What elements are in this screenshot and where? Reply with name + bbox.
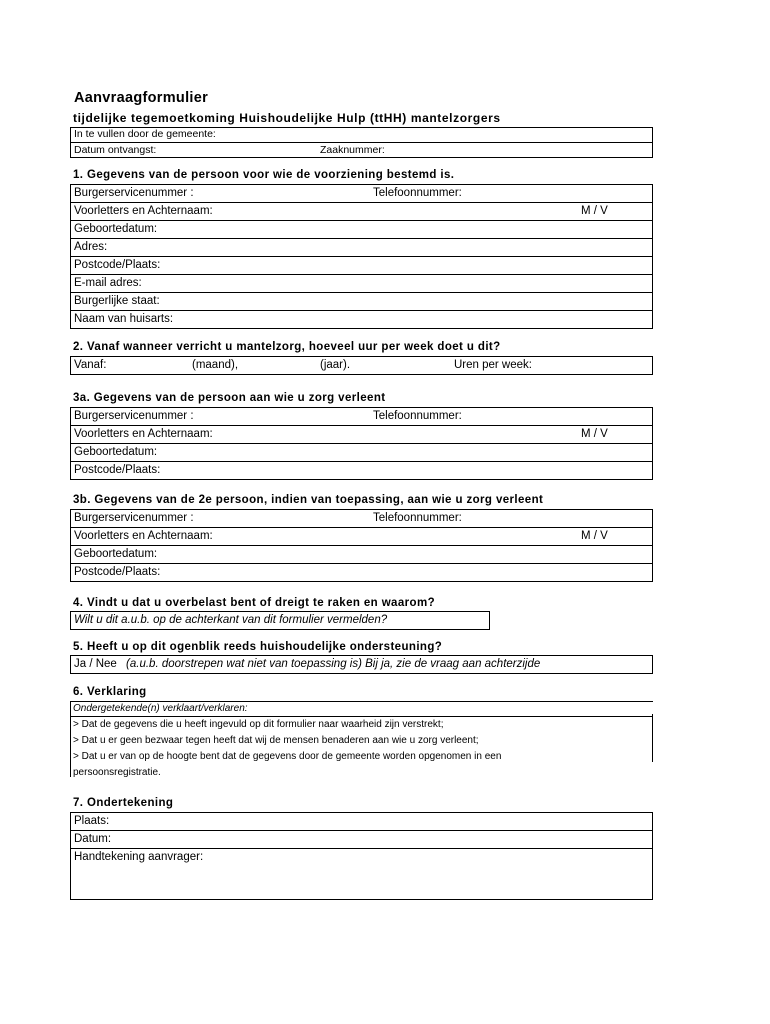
- bsn-row[interactable]: [71, 185, 652, 203]
- gemeente-intro: In te vullen door de gemeente:: [71, 128, 652, 143]
- postcode-3b-row[interactable]: Postcode/Plaats:: [74, 566, 161, 578]
- section-2-title: 2. Vanaf wanneer verricht u mantelzorg, hoeveel uur per week doet u dit?: [73, 341, 501, 353]
- telefoon-3a-label: Telefoonnummer:: [373, 410, 462, 422]
- section-7-title: 7. Ondertekening: [73, 797, 174, 809]
- section-3b-box: [70, 509, 653, 582]
- declaration-line-1: > Dat de gegevens die u heeft ingevuld op dit formulier naar waarheid zijn verstrekt;: [73, 719, 444, 730]
- naam-3a-label: Voorletters en Achternaam:: [74, 428, 213, 440]
- bsn-3b-row[interactable]: [71, 510, 652, 528]
- maand-label: (maand),: [192, 359, 239, 371]
- ja-nee-label[interactable]: Ja / Nee: [74, 658, 117, 670]
- section-5-title: 5. Heeft u op dit ogenblik reeds huishoudelijke ondersteuning?: [73, 641, 443, 653]
- gender-label[interactable]: M / V: [581, 205, 608, 217]
- gemeente-box: [70, 127, 653, 158]
- adres-row[interactable]: Adres:: [71, 239, 652, 257]
- section-5-box: [70, 655, 653, 674]
- form-title: Aanvraagformulier: [74, 90, 209, 106]
- huisarts-row[interactable]: Naam van huisarts:: [74, 313, 174, 325]
- postcode-3a-row[interactable]: Postcode/Plaats:: [74, 464, 161, 476]
- section-6-title: 6. Verklaring: [73, 686, 147, 698]
- bsn-label: Burgerservicenummer :: [74, 187, 194, 199]
- handtekening-row[interactable]: [71, 849, 652, 899]
- form-subtitle: tijdelijke tegemoetkoming Huishoudelijke Hulp (ttHH) mantelzorgers: [73, 111, 501, 125]
- datum-ontvangst-label: Datum ontvangst:: [74, 144, 157, 156]
- declaration-line-4: persoonsregistratie.: [73, 767, 161, 778]
- gemeente-datum-row[interactable]: [71, 143, 652, 157]
- zaaknummer-label: Zaaknummer:: [320, 144, 385, 156]
- telefoon-3b-label: Telefoonnummer:: [373, 512, 462, 524]
- bsn-3b-label: Burgerservicenummer :: [74, 512, 194, 524]
- vanaf-label: Vanaf:: [74, 359, 107, 371]
- geboortedatum-3a-row[interactable]: Geboortedatum:: [71, 444, 652, 462]
- bsn-3a-label: Burgerservicenummer :: [74, 410, 194, 422]
- naam-3a-row[interactable]: [71, 426, 652, 444]
- vanaf-row[interactable]: [71, 357, 652, 374]
- section-3a-box: [70, 407, 653, 480]
- section-1-box: [70, 184, 653, 329]
- naam-3b-row[interactable]: [71, 528, 652, 546]
- naam-3b-label: Voorletters en Achternaam:: [74, 530, 213, 542]
- declaration-line-0: Ondergetekende(n) verklaart/verklaren:: [71, 702, 653, 717]
- handtekening-label: Handtekening aanvrager:: [74, 851, 204, 863]
- datum-row[interactable]: Datum:: [71, 831, 652, 849]
- gender-3a-label[interactable]: M / V: [581, 428, 608, 440]
- email-row[interactable]: E-mail adres:: [71, 275, 652, 293]
- naam-label: Voorletters en Achternaam:: [74, 205, 213, 217]
- geboortedatum-row[interactable]: Geboortedatum:: [71, 221, 652, 239]
- declaration-line-2: > Dat u er geen bezwaar tegen heeft dat wij de mensen benaderen aan wie u zorg verleent;: [73, 735, 479, 746]
- section-4-box: [70, 611, 490, 630]
- section-2-box: [70, 356, 653, 375]
- burgerlijke-staat-row[interactable]: Burgerlijke staat:: [71, 293, 652, 311]
- section-6-right-border: [652, 714, 653, 762]
- section-6-box: [70, 701, 653, 777]
- section-3a-title: 3a. Gegevens van de persoon aan wie u zorg verleent: [73, 392, 386, 404]
- telefoon-label: Telefoonnummer:: [373, 187, 462, 199]
- declaration-line-3: > Dat u er van op de hoogte bent dat de gegevens door de gemeente worden opgenomen in een: [73, 751, 502, 762]
- overbelast-row[interactable]: Wilt u dit a.u.b. op de achterkant van dit formulier vermelden?: [74, 614, 388, 626]
- uren-label: Uren per week:: [454, 359, 532, 371]
- section-3b-title: 3b. Gegevens van de 2e persoon, indien van toepassing, aan wie u zorg verleent: [73, 494, 544, 506]
- gender-3b-label[interactable]: M / V: [581, 530, 608, 542]
- naam-row[interactable]: [71, 203, 652, 221]
- section-4-title: 4. Vindt u dat u overbelast bent of dreigt te raken en waarom?: [73, 597, 435, 609]
- jaar-label: (jaar).: [320, 359, 351, 371]
- postcode-row[interactable]: Postcode/Plaats:: [71, 257, 652, 275]
- section-1-title: 1. Gegevens van de persoon voor wie de voorziening bestemd is.: [73, 169, 455, 181]
- plaats-row[interactable]: Plaats:: [71, 813, 652, 831]
- ondersteuning-row[interactable]: [71, 656, 652, 673]
- geboortedatum-3b-row[interactable]: Geboortedatum:: [71, 546, 652, 564]
- bsn-3a-row[interactable]: [71, 408, 652, 426]
- section-7-box: [70, 812, 653, 900]
- ondersteuning-text: (a.u.b. doorstrepen wat niet van toepassing is) Bij ja, zie de vraag aan achterzijde: [126, 658, 541, 670]
